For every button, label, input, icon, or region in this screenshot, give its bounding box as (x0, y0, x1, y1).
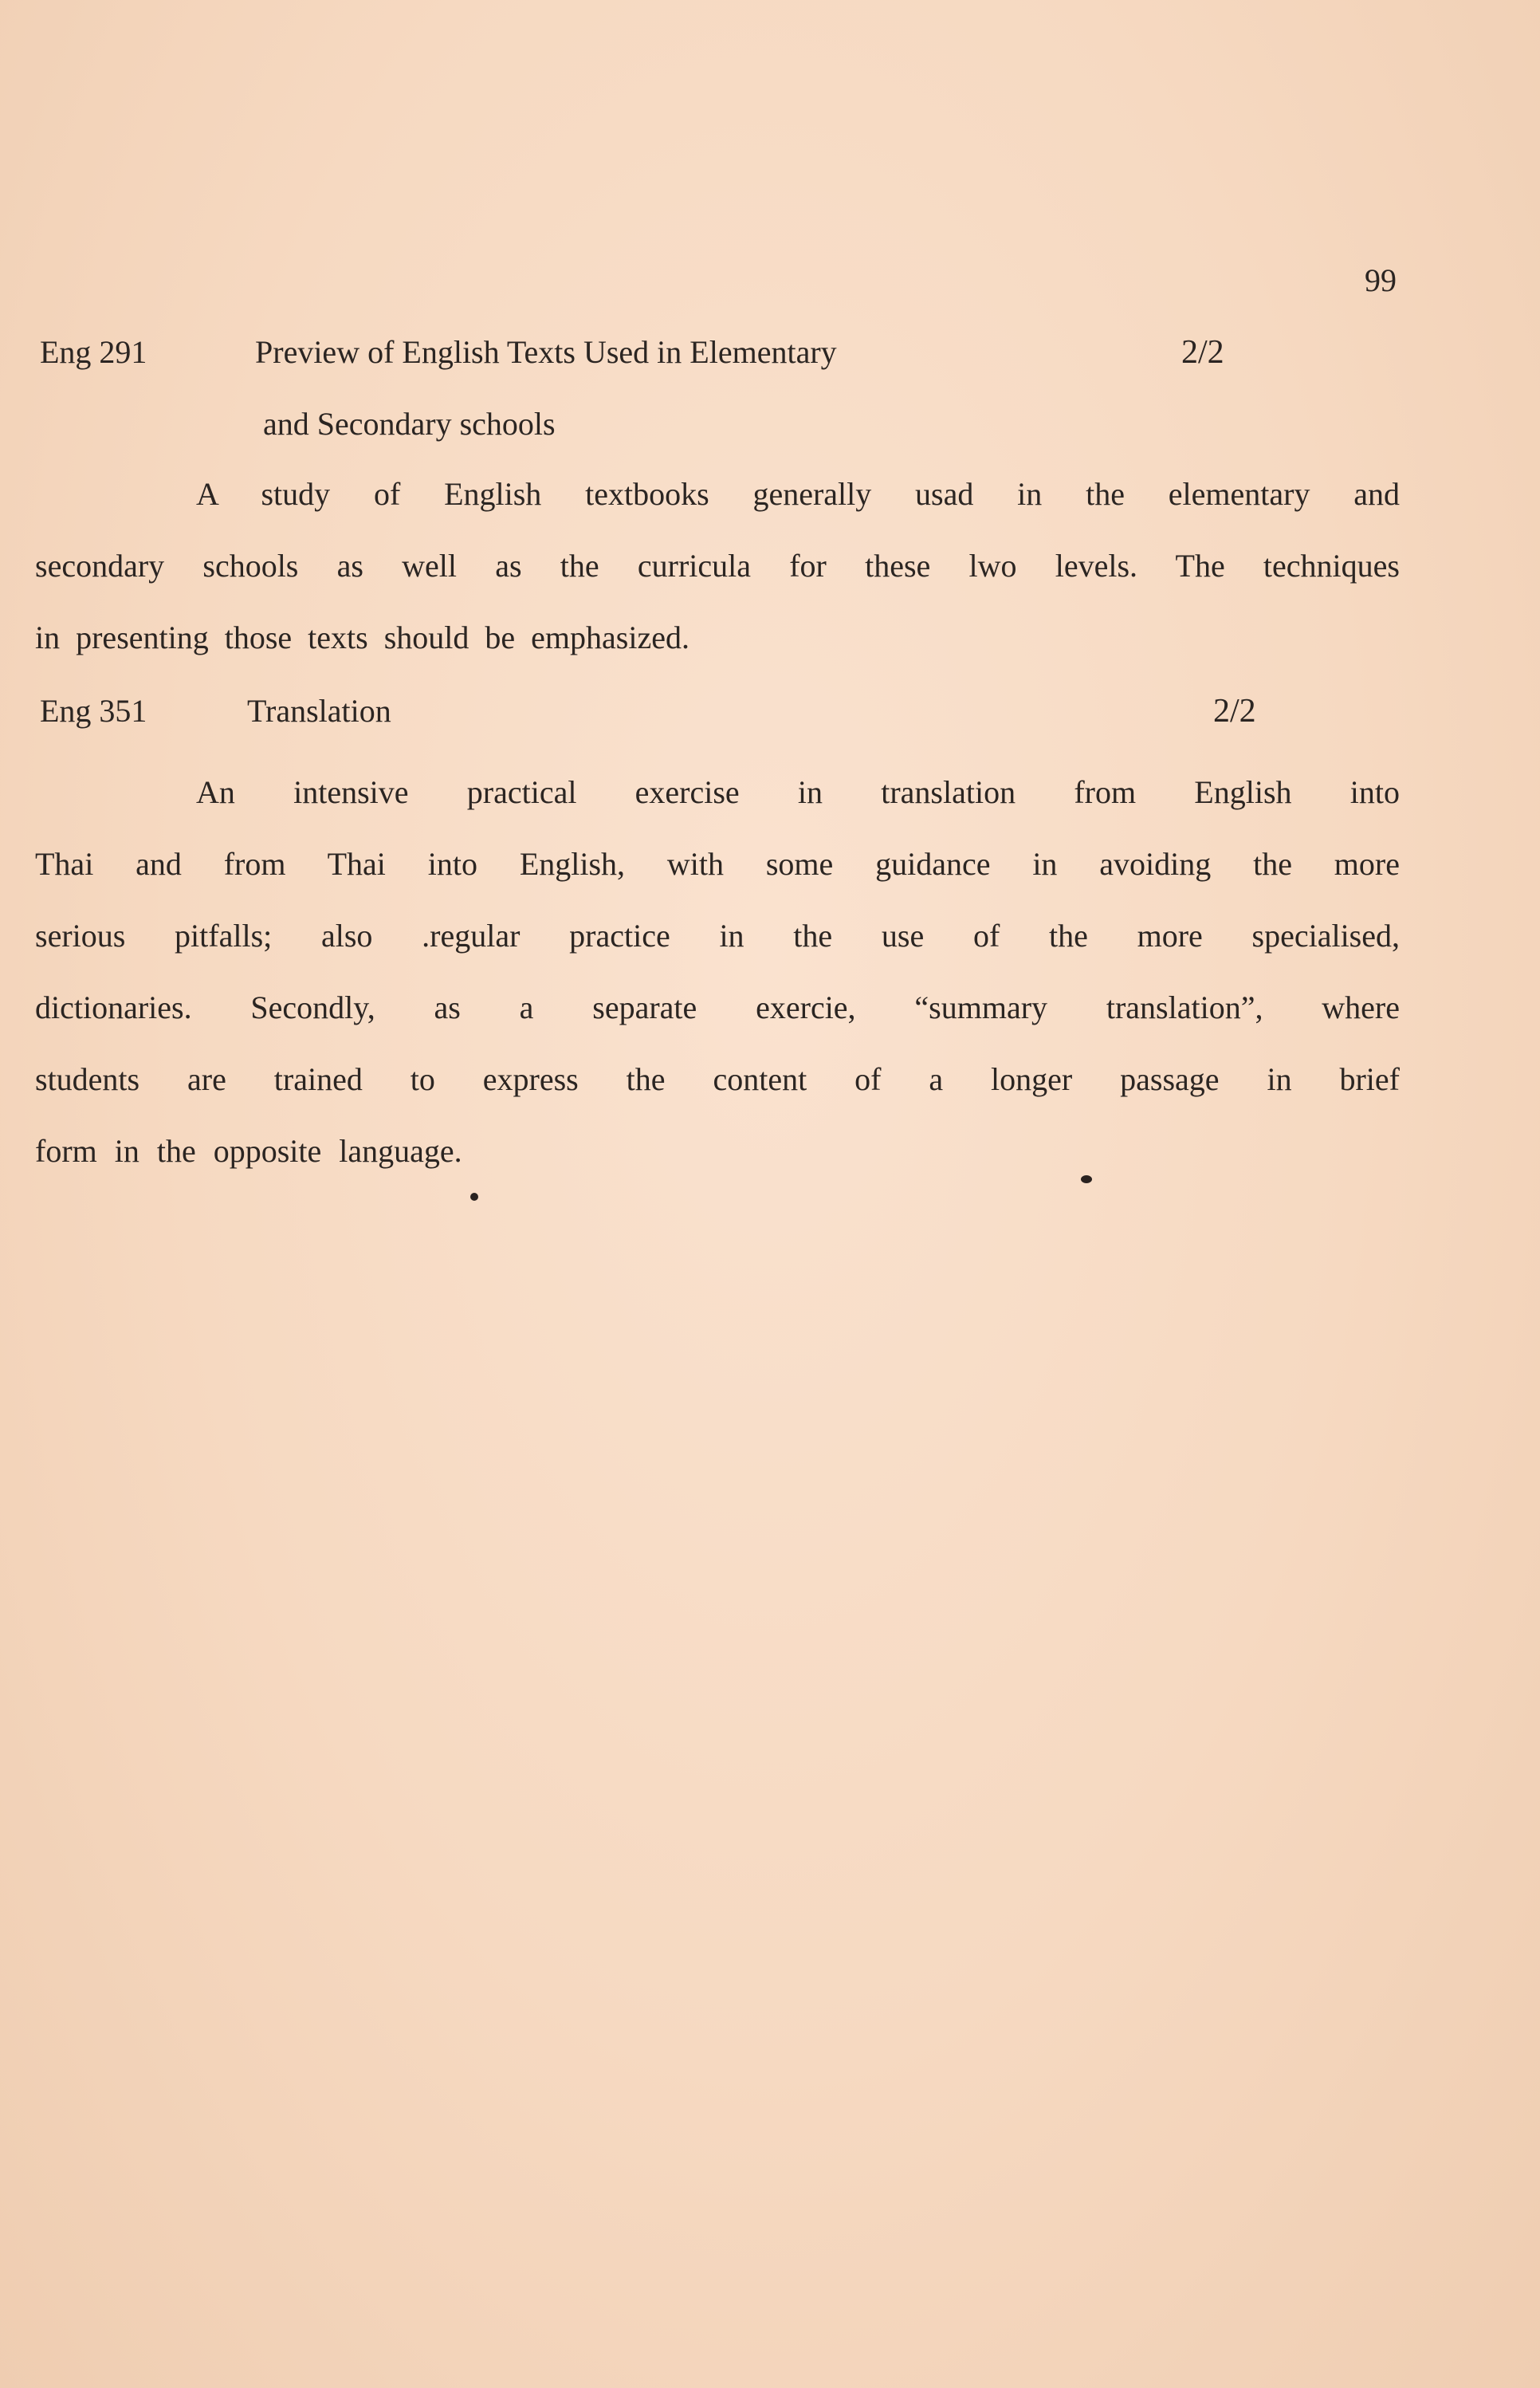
page-number: 99 (1365, 262, 1397, 298)
description-line: form in the opposite language. (35, 1133, 462, 1169)
description-line: serious pitfalls; also .regular practice in the use of the more specialised, (35, 918, 1400, 954)
course-title: Preview of English Texts Used in Elementary (255, 334, 837, 370)
description-line: Thai and from Thai into English, with some guidance in avoiding the more (35, 846, 1400, 882)
course-credits: 2/2 (1213, 693, 1256, 730)
course-title-continued: and Secondary schools (263, 406, 556, 442)
scan-speck (470, 1193, 478, 1201)
course-title: Translation (247, 693, 391, 729)
description-line: students are trained to express the content of a longer passage in brief (35, 1061, 1400, 1097)
description-line: An intensive practical exercise in translation from English into (196, 774, 1400, 810)
course-credits: 2/2 (1181, 334, 1224, 371)
description-line: dictionaries. Secondly, as a separate exercie, “summary translation”, where (35, 989, 1400, 1025)
course-code: Eng 291 (40, 334, 147, 370)
course-code: Eng 351 (40, 693, 147, 729)
description-line: secondary schools as well as the curricula for these lwo levels. The techniques (35, 548, 1400, 584)
course-header-eng-351 (40, 692, 1403, 740)
scan-speck (1081, 1175, 1092, 1183)
description-line: A study of English textbooks generally usad in the elementary and (196, 476, 1400, 512)
course-header-eng-291 (40, 333, 1403, 381)
description-line: in presenting those texts should be emphasized. (35, 620, 689, 655)
